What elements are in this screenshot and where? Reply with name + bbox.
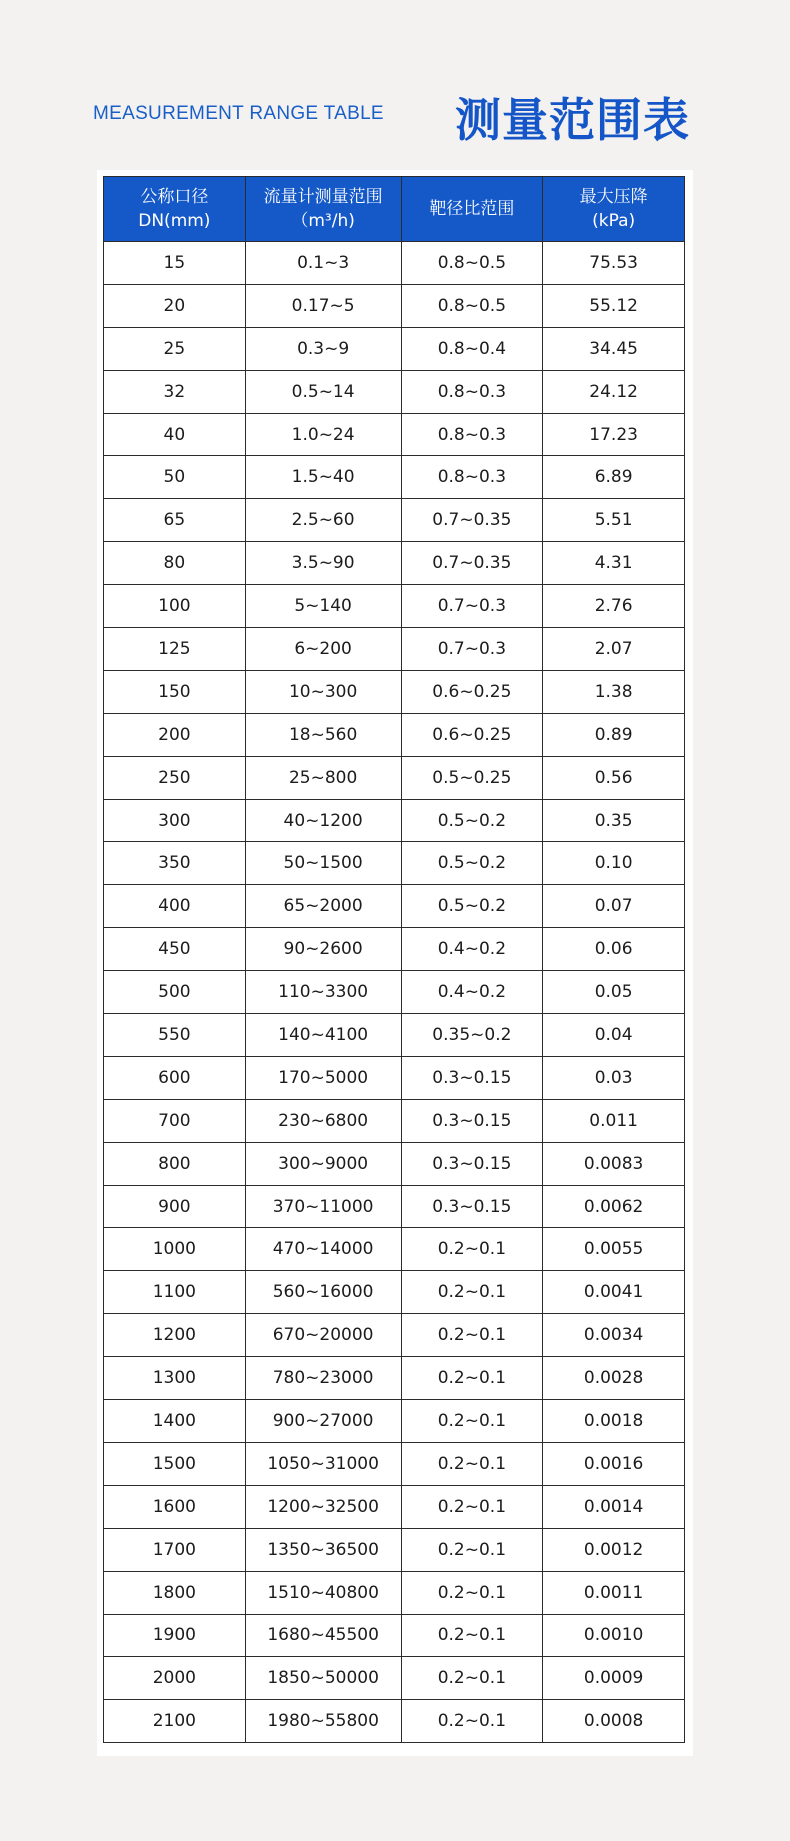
column-header-line: (kPa) (592, 211, 636, 231)
table-row (104, 242, 685, 285)
cell-target-ratio: 0.8~0.3 (401, 413, 543, 456)
cell-nominal-diameter: 1500 (104, 1442, 246, 1485)
cell-target-ratio: 0.4~0.2 (401, 928, 543, 971)
table-row (104, 1142, 685, 1185)
cell-flow-range: 140~4100 (245, 1014, 401, 1057)
cell-target-ratio: 0.2~0.1 (401, 1400, 543, 1443)
cell-nominal-diameter: 1200 (104, 1314, 246, 1357)
cell-max-pressure-drop: 17.23 (543, 413, 685, 456)
cell-flow-range: 110~3300 (245, 971, 401, 1014)
cell-flow-range: 560~16000 (245, 1271, 401, 1314)
cell-flow-range: 1.5~40 (245, 456, 401, 499)
table-row (104, 713, 685, 756)
cell-max-pressure-drop: 24.12 (543, 370, 685, 413)
cell-nominal-diameter: 350 (104, 842, 246, 885)
cell-target-ratio: 0.2~0.1 (401, 1271, 543, 1314)
cell-target-ratio: 0.3~0.15 (401, 1142, 543, 1185)
cell-target-ratio: 0.4~0.2 (401, 971, 543, 1014)
cell-flow-range: 25~800 (245, 756, 401, 799)
cell-nominal-diameter: 20 (104, 284, 246, 327)
table-row (104, 1014, 685, 1057)
table-row (104, 284, 685, 327)
cell-max-pressure-drop: 75.53 (543, 242, 685, 285)
cell-nominal-diameter: 800 (104, 1142, 246, 1185)
cell-max-pressure-drop: 1.38 (543, 670, 685, 713)
cell-max-pressure-drop: 0.0062 (543, 1185, 685, 1228)
cell-target-ratio: 0.5~0.2 (401, 799, 543, 842)
cell-flow-range: 370~11000 (245, 1185, 401, 1228)
cell-flow-range: 1350~36500 (245, 1528, 401, 1571)
cell-flow-range: 3.5~90 (245, 542, 401, 585)
cell-flow-range: 0.3~9 (245, 327, 401, 370)
table-row (104, 1528, 685, 1571)
cell-max-pressure-drop: 0.04 (543, 1014, 685, 1057)
cell-target-ratio: 0.7~0.35 (401, 499, 543, 542)
cell-max-pressure-drop: 0.0018 (543, 1400, 685, 1443)
cell-flow-range: 6~200 (245, 628, 401, 671)
cell-target-ratio: 0.5~0.2 (401, 842, 543, 885)
cell-nominal-diameter: 2000 (104, 1657, 246, 1700)
cell-max-pressure-drop: 0.0016 (543, 1442, 685, 1485)
cell-nominal-diameter: 125 (104, 628, 246, 671)
cell-nominal-diameter: 500 (104, 971, 246, 1014)
cell-max-pressure-drop: 0.56 (543, 756, 685, 799)
table-row (104, 413, 685, 456)
cell-nominal-diameter: 900 (104, 1185, 246, 1228)
cell-nominal-diameter: 65 (104, 499, 246, 542)
cell-target-ratio: 0.2~0.1 (401, 1228, 543, 1271)
table-row (104, 842, 685, 885)
cell-flow-range: 0.5~14 (245, 370, 401, 413)
table-row (104, 1400, 685, 1443)
table-row (104, 1099, 685, 1142)
table-row (104, 928, 685, 971)
cell-nominal-diameter: 700 (104, 1099, 246, 1142)
cell-nominal-diameter: 1300 (104, 1357, 246, 1400)
column-header-line: 靶径比范围 (429, 199, 515, 219)
column-header-flow-range (245, 177, 401, 242)
cell-max-pressure-drop: 55.12 (543, 284, 685, 327)
cell-target-ratio: 0.6~0.25 (401, 670, 543, 713)
page-title-chinese: 测量范围表 (455, 93, 690, 147)
column-header-line: 最大压降 (579, 187, 648, 207)
cell-nominal-diameter: 400 (104, 885, 246, 928)
cell-max-pressure-drop: 2.07 (543, 628, 685, 671)
cell-flow-range: 230~6800 (245, 1099, 401, 1142)
measurement-range-table (103, 176, 685, 1743)
cell-max-pressure-drop: 0.0012 (543, 1528, 685, 1571)
cell-max-pressure-drop: 0.0055 (543, 1228, 685, 1271)
cell-flow-range: 900~27000 (245, 1400, 401, 1443)
table-row (104, 1657, 685, 1700)
cell-max-pressure-drop: 6.89 (543, 456, 685, 499)
cell-target-ratio: 0.8~0.4 (401, 327, 543, 370)
column-header-target-ratio (401, 177, 543, 242)
table-row (104, 1185, 685, 1228)
table-row (104, 542, 685, 585)
cell-max-pressure-drop: 0.05 (543, 971, 685, 1014)
cell-flow-range: 0.17~5 (245, 284, 401, 327)
column-header-line: （m³/h) (291, 211, 355, 231)
table-header-row (104, 177, 685, 242)
cell-target-ratio: 0.2~0.1 (401, 1485, 543, 1528)
cell-nominal-diameter: 1400 (104, 1400, 246, 1443)
cell-max-pressure-drop: 0.0028 (543, 1357, 685, 1400)
table-row (104, 971, 685, 1014)
cell-target-ratio: 0.6~0.25 (401, 713, 543, 756)
cell-flow-range: 1680~45500 (245, 1614, 401, 1657)
cell-target-ratio: 0.5~0.25 (401, 756, 543, 799)
cell-max-pressure-drop: 0.35 (543, 799, 685, 842)
cell-target-ratio: 0.2~0.1 (401, 1657, 543, 1700)
cell-nominal-diameter: 1900 (104, 1614, 246, 1657)
cell-flow-range: 90~2600 (245, 928, 401, 971)
cell-target-ratio: 0.7~0.35 (401, 542, 543, 585)
table-row (104, 585, 685, 628)
table-row (104, 1314, 685, 1357)
cell-nominal-diameter: 1100 (104, 1271, 246, 1314)
cell-max-pressure-drop: 0.10 (543, 842, 685, 885)
cell-nominal-diameter: 100 (104, 585, 246, 628)
cell-flow-range: 65~2000 (245, 885, 401, 928)
cell-flow-range: 40~1200 (245, 799, 401, 842)
cell-max-pressure-drop: 0.0010 (543, 1614, 685, 1657)
cell-flow-range: 780~23000 (245, 1357, 401, 1400)
cell-max-pressure-drop: 0.011 (543, 1099, 685, 1142)
cell-nominal-diameter: 1600 (104, 1485, 246, 1528)
table-row (104, 1056, 685, 1099)
cell-target-ratio: 0.2~0.1 (401, 1357, 543, 1400)
cell-target-ratio: 0.35~0.2 (401, 1014, 543, 1057)
column-header-nominal-diameter (104, 177, 246, 242)
column-header-line: 公称口径 (140, 187, 209, 207)
cell-flow-range: 2.5~60 (245, 499, 401, 542)
table-body (104, 242, 685, 1743)
cell-max-pressure-drop: 5.51 (543, 499, 685, 542)
table-row (104, 1700, 685, 1743)
cell-nominal-diameter: 550 (104, 1014, 246, 1057)
cell-max-pressure-drop: 0.03 (543, 1056, 685, 1099)
cell-flow-range: 300~9000 (245, 1142, 401, 1185)
cell-nominal-diameter: 15 (104, 242, 246, 285)
cell-flow-range: 1200~32500 (245, 1485, 401, 1528)
column-header-max-pressure-drop (543, 177, 685, 242)
page-header (0, 0, 790, 170)
cell-max-pressure-drop: 0.07 (543, 885, 685, 928)
cell-flow-range: 1.0~24 (245, 413, 401, 456)
table-row (104, 670, 685, 713)
cell-nominal-diameter: 150 (104, 670, 246, 713)
cell-nominal-diameter: 200 (104, 713, 246, 756)
cell-flow-range: 5~140 (245, 585, 401, 628)
table-row (104, 1614, 685, 1657)
cell-max-pressure-drop: 0.0011 (543, 1571, 685, 1614)
cell-target-ratio: 0.3~0.15 (401, 1185, 543, 1228)
cell-target-ratio: 0.2~0.1 (401, 1442, 543, 1485)
cell-target-ratio: 0.2~0.1 (401, 1614, 543, 1657)
cell-nominal-diameter: 250 (104, 756, 246, 799)
cell-flow-range: 1510~40800 (245, 1571, 401, 1614)
table-row (104, 756, 685, 799)
cell-max-pressure-drop: 4.31 (543, 542, 685, 585)
cell-nominal-diameter: 1700 (104, 1528, 246, 1571)
cell-flow-range: 670~20000 (245, 1314, 401, 1357)
table-row (104, 1571, 685, 1614)
page-title-english: MEASUREMENT RANGE TABLE (93, 103, 384, 124)
cell-target-ratio: 0.2~0.1 (401, 1528, 543, 1571)
cell-flow-range: 10~300 (245, 670, 401, 713)
table-row (104, 1442, 685, 1485)
cell-nominal-diameter: 32 (104, 370, 246, 413)
cell-target-ratio: 0.5~0.2 (401, 885, 543, 928)
cell-target-ratio: 0.2~0.1 (401, 1314, 543, 1357)
table-row (104, 456, 685, 499)
cell-max-pressure-drop: 0.0041 (543, 1271, 685, 1314)
cell-nominal-diameter: 300 (104, 799, 246, 842)
cell-target-ratio: 0.3~0.15 (401, 1099, 543, 1142)
cell-nominal-diameter: 25 (104, 327, 246, 370)
cell-flow-range: 50~1500 (245, 842, 401, 885)
cell-flow-range: 18~560 (245, 713, 401, 756)
table-row (104, 327, 685, 370)
table-row (104, 1228, 685, 1271)
cell-target-ratio: 0.3~0.15 (401, 1056, 543, 1099)
cell-nominal-diameter: 2100 (104, 1700, 246, 1743)
cell-target-ratio: 0.8~0.3 (401, 456, 543, 499)
table-row (104, 499, 685, 542)
cell-max-pressure-drop: 2.76 (543, 585, 685, 628)
cell-flow-range: 1050~31000 (245, 1442, 401, 1485)
cell-nominal-diameter: 450 (104, 928, 246, 971)
column-header-line: DN(mm) (138, 211, 211, 231)
cell-nominal-diameter: 80 (104, 542, 246, 585)
cell-max-pressure-drop: 0.0034 (543, 1314, 685, 1357)
column-header-line: 流量计测量范围 (263, 187, 383, 207)
table-row (104, 628, 685, 671)
cell-flow-range: 0.1~3 (245, 242, 401, 285)
cell-flow-range: 1980~55800 (245, 1700, 401, 1743)
table-row (104, 885, 685, 928)
cell-nominal-diameter: 50 (104, 456, 246, 499)
table-row (104, 1357, 685, 1400)
cell-nominal-diameter: 1000 (104, 1228, 246, 1271)
table-row (104, 1271, 685, 1314)
table-row (104, 1485, 685, 1528)
cell-max-pressure-drop: 0.0008 (543, 1700, 685, 1743)
cell-nominal-diameter: 40 (104, 413, 246, 456)
cell-nominal-diameter: 1800 (104, 1571, 246, 1614)
cell-target-ratio: 0.8~0.3 (401, 370, 543, 413)
cell-max-pressure-drop: 0.0014 (543, 1485, 685, 1528)
cell-max-pressure-drop: 0.0009 (543, 1657, 685, 1700)
cell-target-ratio: 0.7~0.3 (401, 628, 543, 671)
cell-target-ratio: 0.2~0.1 (401, 1571, 543, 1614)
cell-max-pressure-drop: 34.45 (543, 327, 685, 370)
cell-target-ratio: 0.8~0.5 (401, 284, 543, 327)
cell-target-ratio: 0.7~0.3 (401, 585, 543, 628)
cell-max-pressure-drop: 0.06 (543, 928, 685, 971)
cell-flow-range: 470~14000 (245, 1228, 401, 1271)
table-row (104, 799, 685, 842)
cell-nominal-diameter: 600 (104, 1056, 246, 1099)
cell-flow-range: 170~5000 (245, 1056, 401, 1099)
table-row (104, 370, 685, 413)
cell-max-pressure-drop: 0.89 (543, 713, 685, 756)
cell-target-ratio: 0.2~0.1 (401, 1700, 543, 1743)
cell-target-ratio: 0.8~0.5 (401, 242, 543, 285)
cell-max-pressure-drop: 0.0083 (543, 1142, 685, 1185)
cell-flow-range: 1850~50000 (245, 1657, 401, 1700)
